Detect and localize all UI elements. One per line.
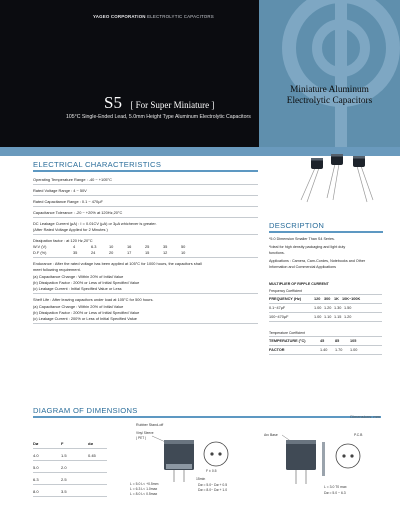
divider xyxy=(33,234,258,235)
temperature-caption: Temperature Coefficient xyxy=(269,331,305,335)
dimensions-title: DIAGRAM OF DIMENSIONS xyxy=(33,406,138,415)
divider xyxy=(33,323,258,324)
frequency-cell: 1.20 xyxy=(324,306,332,310)
divider xyxy=(269,312,382,313)
dissipation-cell: 25 xyxy=(145,244,150,249)
shelf-life-item: (c) Leakage Current : 200% or Less of Initial Specified Value xyxy=(33,316,137,321)
ripple-title: MULTIPLIER OF RIPPLE CURRENT xyxy=(269,282,329,286)
divider xyxy=(33,206,258,207)
divider xyxy=(33,448,107,449)
pcb-length-note: L = 3.0 T0 max xyxy=(324,485,347,489)
dimension-cell: 8.0 xyxy=(33,489,39,494)
divider xyxy=(269,336,382,337)
frequency-cell: 1.00 xyxy=(314,306,322,310)
frequency-header-cell: 300 xyxy=(324,297,331,301)
divider xyxy=(269,345,382,346)
dimension-drawing-pcb xyxy=(262,428,382,500)
dissipation-cell: 4 xyxy=(73,244,76,249)
frequency-cell: 1.00 xyxy=(314,315,322,319)
description-title: DESCRIPTION xyxy=(269,221,325,230)
temperature-header-label: TEMPERATURE (°C) xyxy=(269,339,306,343)
series-name: S5 xyxy=(104,93,122,112)
frequency-header-cell: 1K xyxy=(334,297,339,301)
rated-voltage: Rated Voltage Range : 4 ~ 50V xyxy=(33,188,87,193)
divider xyxy=(33,472,107,473)
divider xyxy=(33,293,258,294)
dissipation-cell: 16 xyxy=(127,244,132,249)
endurance-text-cont: meet following requirement. xyxy=(33,267,81,272)
frequency-row-label: 0.1~47μF xyxy=(269,306,286,310)
description-line: functions. xyxy=(269,251,285,255)
divider xyxy=(269,321,382,322)
f-tolerance-label: F ± 0.5 xyxy=(206,469,217,473)
dimension-cell: 4.0 xyxy=(33,453,39,458)
electrical-title: ELECTRICAL CHARACTERISTICS xyxy=(33,160,162,169)
description-rule xyxy=(269,231,383,233)
dimension-cell: 1.5 xyxy=(61,453,67,458)
rated-capacitance: Rated Capacitance Range : 0.1 ~ 470μF xyxy=(33,199,103,204)
vinyl-sleeve-label: Vinyl Sleeve xyxy=(136,431,154,435)
dimensions-unit-note: Dimensions: mm xyxy=(350,414,380,419)
brand-line xyxy=(93,14,214,19)
dissipation-cell: 15 xyxy=(145,250,150,255)
dimensions-rule xyxy=(33,416,381,418)
dimension-cell: 2.0 xyxy=(61,465,67,470)
frequency-cell: 1.20 xyxy=(344,315,352,319)
series-subtitle: [ For Super Miniature ] xyxy=(130,100,215,110)
length-note: L = 8.0 L< 0.5max xyxy=(130,492,158,496)
frequency-header-label: FREQUENCY (Hz) xyxy=(269,297,301,301)
brand-suffix: ELECTROLYTIC CAPACITORS xyxy=(147,14,214,19)
endurance-item: (a) Capacitance Change : Within 20% of Initial Value xyxy=(33,274,124,279)
endurance-item: (c) Leakage Current : Initial Specified Value or Less xyxy=(33,286,122,291)
divider xyxy=(269,354,382,355)
frequency-header-cell: 10K~100K xyxy=(342,297,361,301)
dimension-cell: 5.0 xyxy=(33,465,39,470)
pcb-diameter-note: Dø = 5.0 ~ 6.3 xyxy=(324,491,346,495)
vent-label: ( PET ) xyxy=(136,436,147,440)
dissipation-cell: 10 xyxy=(181,250,186,255)
description-line: *5.0 Dimension Smaller Than S4 Series. xyxy=(269,237,335,241)
dissipation-cell: 6.3 xyxy=(91,244,97,249)
rubber-standoff-label: Rubber Stand-off xyxy=(136,423,164,427)
dimension-cell: 0.45 xyxy=(88,453,96,458)
divider xyxy=(269,294,382,295)
temperature-cell: 1.70 xyxy=(335,348,343,352)
dimension-header-cell: F xyxy=(61,441,64,446)
length-note: L = 6.3 L< 1.0max xyxy=(130,487,158,491)
dimension-header-cell: Dø xyxy=(33,441,39,446)
frequency-header-cell: 120 xyxy=(314,297,321,301)
product-title-panel xyxy=(259,0,400,147)
divider xyxy=(33,496,107,497)
logo-watermark-icon xyxy=(259,0,400,147)
capacitance-tolerance: Capacitance Tolerance : -20 ~ +20% at 120Hz,20°C xyxy=(33,210,123,215)
temperature-cell: 1.40 xyxy=(320,348,328,352)
temperature-header-cell: 85 xyxy=(335,339,340,343)
dissipation-cell: 24 xyxy=(91,250,96,255)
divider xyxy=(33,217,258,218)
dissipation-row-wv xyxy=(33,244,199,249)
dissipation-cell: 50 xyxy=(181,244,186,249)
frequency-caption: Frequency Coefficient xyxy=(269,289,302,293)
divider xyxy=(33,257,258,258)
brand-company: YAGEO CORPORATION xyxy=(93,14,146,19)
shelf-life-text: Shelf Life : After leaving capacitors under load at 105°C for 500 hours. xyxy=(33,297,154,302)
electrical-rule xyxy=(33,170,258,172)
temperature-header-cell: 105 xyxy=(350,339,357,343)
frequency-cell: 1.50 xyxy=(344,306,352,310)
dissipation-title: Dissipation factor : at 120 Hz,20°C xyxy=(33,238,93,243)
frequency-cell: 1.30 xyxy=(334,306,342,310)
dimension-drawing-standoff xyxy=(126,420,244,500)
diameter-note: Dø = 8.0~ Dø + 1.0 xyxy=(198,488,228,492)
dissipation-cell: 35 xyxy=(163,244,168,249)
temperature-cell: 1.00 xyxy=(350,348,358,352)
capacitor-photo xyxy=(285,150,395,210)
product-title-line2: Electrolytic Capacitors xyxy=(286,96,373,106)
dissipation-cell: 35 xyxy=(73,250,78,255)
divider xyxy=(33,460,107,461)
length-note: L = 5.0 L< +0.5mm xyxy=(130,482,159,486)
dissipation-cell: 17 xyxy=(127,250,132,255)
arc-base-label: Arc Base xyxy=(264,433,278,437)
product-title xyxy=(259,85,400,107)
leakage-current-note: (After Rated Voltage Applied for 2 Minutes ) xyxy=(33,227,108,232)
temperature-row-label: FACTOR xyxy=(269,348,285,352)
diameter-note: Dø = 5.0~ Dø + 0.5 xyxy=(198,483,228,487)
description-line: Information and Commercial Applications xyxy=(269,265,337,269)
dissipation-row-label: D.F (%) xyxy=(33,250,47,255)
divider xyxy=(33,195,258,196)
shelf-life-item: (b) Dissipation Factor : 200% or Less of Initial Specified Value xyxy=(33,310,140,315)
dimension-cell: 2.5 xyxy=(61,477,67,482)
frequency-cell: 1.15 xyxy=(334,315,342,319)
description-line: *Ideal for high density packaging and light duty xyxy=(269,245,346,249)
description-line: Applications : Camera, Cam-Cordes, Notebooks and Other xyxy=(269,259,366,263)
frequency-row-label: 100~470μF xyxy=(269,315,289,319)
dimension-cell: 6.3 xyxy=(33,477,39,482)
dissipation-row-df xyxy=(33,250,199,255)
endurance-item: (b) Dissipation Factor : 200% or Less of Initial Specified Value xyxy=(33,280,140,285)
dissipation-row-label: W.V (V) xyxy=(33,244,47,249)
dissipation-cell: 10 xyxy=(109,244,114,249)
dimension-header-cell: dø xyxy=(88,441,93,446)
dissipation-cell: 12 xyxy=(163,250,168,255)
leakage-current: DC Leakage Current (μA) : I = 0.01CV (μA) or 3μA whichever is greater. xyxy=(33,221,157,226)
shelf-life-item: (a) Capacitance Change : Within 20% of Initial Value xyxy=(33,304,124,309)
divider xyxy=(269,303,382,304)
dissipation-cell: 20 xyxy=(109,250,114,255)
series-tagline: 105°C Single-Ended Lead, 5.0mm Height Type Aluminum Electrolytic Capacitors xyxy=(66,114,251,120)
pcb-label: P.C.B xyxy=(354,433,363,437)
dimension-cell: 3.5 xyxy=(61,489,67,494)
divider xyxy=(33,484,107,485)
endurance-text: Endurance : After the rated voltage has been applied at 105°C for 1000 hours, the capacitors shall xyxy=(33,261,202,266)
temperature-header-cell: 45 xyxy=(320,339,325,343)
lead-length-label: 15min xyxy=(196,477,206,481)
frequency-cell: 1.10 xyxy=(324,315,332,319)
operating-temp: Operating Temperature Range : -40 ~ +105°C xyxy=(33,177,112,182)
series-title xyxy=(104,93,214,113)
product-title-line1: Miniature Aluminum xyxy=(290,85,369,95)
divider xyxy=(33,184,258,185)
